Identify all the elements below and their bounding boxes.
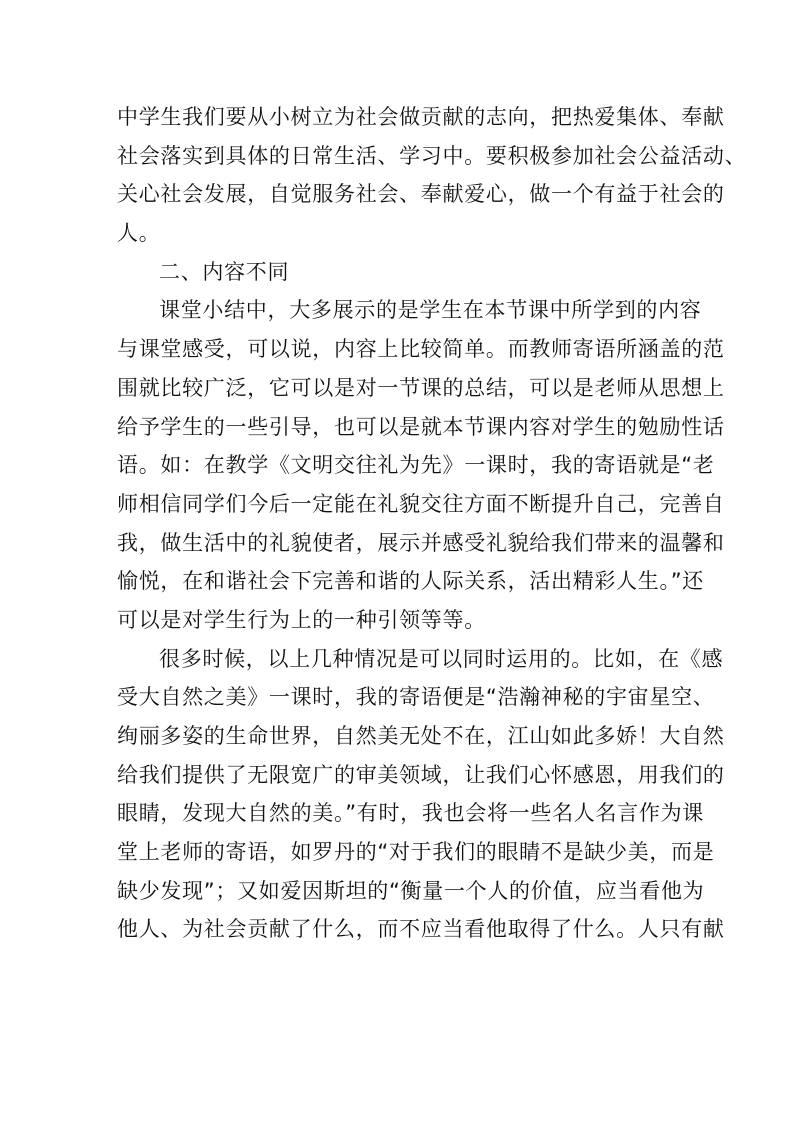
text-line: 语。如：在教学《文明交往礼为先》一课时，我的寄语就是“老 (117, 453, 715, 478)
text-line: 社会落实到具体的日常生活、学习中。要积极参加社会公益活动、 (117, 143, 747, 168)
paragraph-start-line: 很多时候，以上几种情况是可以同时运用的。比如，在《感 (159, 646, 724, 671)
text-line: 绚丽多姿的生命世界，自然美无处不在，江山如此多娇！大自然 (117, 724, 725, 748)
text-line: 眼睛，发现大自然的美。”有时，我也会将一些名人名言作为课 (117, 801, 704, 826)
text-line: 围就比较广泛，它可以是对一节课的总结，可以是老师从思想上 (117, 375, 725, 400)
document-body (117, 98, 747, 949)
text-line: 给予学生的一些引导，也可以是就本节课内容对学生的勉励性话 (117, 414, 725, 439)
text-line: 受大自然之美》一课时，我的寄语便是“浩瀚神秘的宇宙星空、 (117, 685, 715, 710)
text-line: 缺少发现”；又如爱因斯坦的“衡量一个人的价值，应当看他为 (117, 878, 705, 903)
text-line: 堂上老师的寄语，如罗丹的“对于我们的眼睛不是缺少美，而是 (117, 840, 715, 865)
text-line: 我，做生活中的礼貌使者，展示并感受礼貌给我们带来的温馨和 (117, 530, 725, 555)
text-line: 师相信同学们今后一定能在礼貌交往方面不断提升自己，完善自 (117, 491, 725, 516)
text-line: 愉悦，在和谐社会下完善和谐的人际关系，活出精彩人生。”还 (117, 569, 704, 594)
section-heading: 二、内容不同 (159, 259, 290, 284)
text-line: 与课堂感受，可以说，内容上比较简单。而教师寄语所涵盖的范 (117, 337, 725, 362)
text-line: 人。 (117, 221, 161, 246)
text-line: 给我们提供了无限宽广的审美领域，让我们心怀感恩，用我们的 (117, 762, 725, 787)
paragraph-start-line: 课堂小结中，大多展示的是学生在本节课中所学到的内容 (159, 298, 702, 323)
text-line: 关心社会发展，自觉服务社会、奉献爱心，做一个有益于社会的 (117, 182, 725, 207)
text-line: 中学生我们要从小树立为社会做贡献的志向，把热爱集体、奉献 (117, 105, 725, 129)
text-line: 他人、为社会贡献了什么，而不应当看他取得了什么。人只有献 (117, 917, 725, 942)
text-line: 可以是对学生行为上的一种引领等等。 (117, 607, 486, 632)
